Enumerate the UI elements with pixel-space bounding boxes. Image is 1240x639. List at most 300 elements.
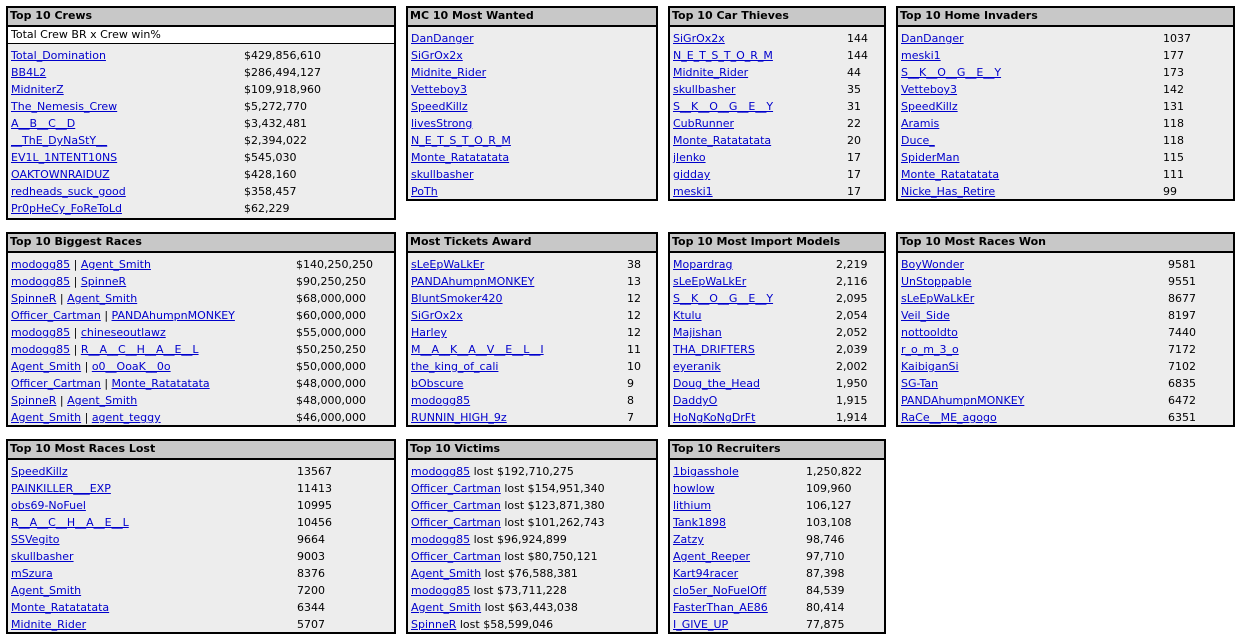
opponent-link[interactable]: agent_teggy bbox=[91, 411, 161, 424]
player-link[interactable]: Agent_Smith bbox=[11, 584, 82, 597]
player-link[interactable]: SpeedKillz bbox=[901, 100, 958, 113]
victim-link[interactable]: modogg85 bbox=[411, 465, 471, 478]
player-link[interactable]: Monte_Ratatatata bbox=[411, 151, 510, 164]
stat-value: 13567 bbox=[297, 465, 332, 478]
player-link[interactable]: SpeedKillz bbox=[411, 100, 468, 113]
car-thieves-panel bbox=[668, 6, 886, 201]
player-link[interactable]: Monte_Ratatatata bbox=[901, 168, 1000, 181]
victim-link[interactable]: Officer_Cartman bbox=[411, 482, 501, 495]
list-item bbox=[8, 582, 394, 599]
stat-value: 6344 bbox=[297, 601, 325, 614]
player-link[interactable]: Nicke_Has_Retire bbox=[901, 185, 996, 198]
stat-value: 11 bbox=[627, 343, 641, 356]
player-link[interactable]: skullbasher bbox=[11, 550, 74, 563]
victim-entry bbox=[411, 599, 578, 616]
list-item bbox=[408, 115, 656, 132]
list-item bbox=[408, 514, 656, 531]
list-item bbox=[670, 98, 884, 115]
racer-link[interactable]: Officer_Cartman bbox=[11, 309, 101, 322]
racer-link[interactable]: SpinneR bbox=[11, 292, 57, 305]
player-link[interactable]: Agent_Reeper bbox=[673, 550, 751, 563]
stat-value: 2,219 bbox=[836, 258, 868, 271]
player-link[interactable]: __ThE_DyNaStY__ bbox=[11, 134, 108, 147]
stat-value: 17 bbox=[847, 168, 861, 181]
loss-amount: lost $96,924,899 bbox=[470, 533, 567, 546]
stat-value: 13 bbox=[627, 275, 641, 288]
list-item bbox=[8, 514, 394, 531]
stat-value: 115 bbox=[1163, 151, 1184, 164]
victim-link[interactable]: Officer_Cartman bbox=[411, 516, 501, 529]
player-link[interactable]: Doug_the_Head bbox=[673, 377, 760, 390]
stat-value: 2,052 bbox=[836, 326, 868, 339]
player-link[interactable]: MidniterZ bbox=[11, 83, 64, 96]
racer-link[interactable]: modogg85 bbox=[11, 343, 71, 356]
list-item bbox=[898, 115, 1233, 132]
player-link[interactable]: Midnite_Rider bbox=[11, 618, 87, 631]
stat-value: 22 bbox=[847, 117, 861, 130]
player-link[interactable]: BoyWonder bbox=[901, 258, 964, 271]
player-link[interactable]: SSVegito bbox=[11, 533, 60, 546]
stat-value: 144 bbox=[847, 32, 868, 45]
list-item bbox=[8, 47, 394, 64]
separator: | bbox=[70, 258, 81, 271]
list-item bbox=[670, 64, 884, 81]
list-item bbox=[8, 392, 394, 409]
victims-panel bbox=[406, 439, 658, 634]
player-link[interactable]: HoNgKoNgDrFt bbox=[673, 411, 756, 424]
player-link[interactable]: Kart94racer bbox=[673, 567, 739, 580]
player-link[interactable]: Veil_Side bbox=[901, 309, 950, 322]
stat-value: 17 bbox=[847, 185, 861, 198]
list-item bbox=[670, 463, 884, 480]
stat-value: 1,250,822 bbox=[806, 465, 862, 478]
list-item bbox=[408, 480, 656, 497]
race-participants bbox=[11, 409, 161, 426]
list-item bbox=[898, 273, 1233, 290]
list-item bbox=[898, 375, 1233, 392]
races-lost-list bbox=[8, 460, 394, 633]
player-link[interactable]: Tank1898 bbox=[673, 516, 726, 529]
list-item bbox=[8, 480, 394, 497]
imports-list bbox=[670, 253, 884, 426]
racer-link[interactable]: modogg85 bbox=[11, 258, 71, 271]
panel-title: MC 10 Most Wanted bbox=[408, 8, 656, 27]
victim-entry bbox=[411, 514, 605, 531]
separator: | bbox=[100, 377, 112, 390]
stat-value: 2,095 bbox=[836, 292, 868, 305]
player-link[interactable]: DanDanger bbox=[901, 32, 964, 45]
list-item bbox=[8, 341, 394, 358]
player-link[interactable]: CubRunner bbox=[673, 117, 734, 130]
opponent-link[interactable]: Agent_Smith bbox=[80, 258, 151, 271]
list-item bbox=[670, 132, 884, 149]
list-item bbox=[8, 375, 394, 392]
player-link[interactable]: Pr0pHeCy_FoReToLd bbox=[11, 202, 122, 215]
opponent-link[interactable]: SpinneR bbox=[80, 275, 127, 288]
player-link[interactable]: KaibiganSi bbox=[901, 360, 959, 373]
separator: | bbox=[70, 343, 81, 356]
stat-value: 11413 bbox=[297, 482, 332, 495]
list-item bbox=[8, 548, 394, 565]
list-item bbox=[8, 132, 394, 149]
list-item bbox=[670, 375, 884, 392]
player-link[interactable]: SpiderMan bbox=[901, 151, 960, 164]
player-link[interactable]: I_GIVE_UP bbox=[673, 618, 729, 631]
racer-link[interactable]: Officer_Cartman bbox=[11, 377, 101, 390]
panel-title: Top 10 Home Invaders bbox=[898, 8, 1233, 27]
player-link[interactable]: EV1L_1NTENT10NS bbox=[11, 151, 118, 164]
player-link[interactable]: sLeEpWaLkEr bbox=[673, 275, 747, 288]
stat-value: 6472 bbox=[1168, 394, 1196, 407]
player-link[interactable]: BB4L2 bbox=[11, 66, 47, 79]
player-link[interactable]: Aramis bbox=[901, 117, 940, 130]
player-link[interactable]: Mopardrag bbox=[673, 258, 733, 271]
list-item bbox=[408, 307, 656, 324]
list-item bbox=[898, 290, 1233, 307]
wanted-list bbox=[408, 27, 656, 200]
stat-value: $358,457 bbox=[244, 185, 297, 198]
player-link[interactable]: Monte_Ratatatata bbox=[11, 601, 110, 614]
race-amount: $140,250,250 bbox=[296, 258, 373, 271]
list-item bbox=[408, 81, 656, 98]
racer-link[interactable]: Agent_Smith bbox=[11, 411, 82, 424]
stat-value: 38 bbox=[627, 258, 641, 271]
recruiters-list bbox=[670, 460, 884, 633]
racer-link[interactable]: modogg85 bbox=[11, 275, 71, 288]
stat-value: $286,494,127 bbox=[244, 66, 321, 79]
player-link[interactable]: SiGrOx2x bbox=[411, 49, 463, 62]
loss-amount: lost $80,750,121 bbox=[500, 550, 598, 563]
list-item bbox=[408, 149, 656, 166]
player-link[interactable]: RaCe__ME_agogo bbox=[901, 411, 997, 424]
victim-link[interactable]: Officer_Cartman bbox=[411, 550, 501, 563]
race-amount: $68,000,000 bbox=[296, 292, 366, 305]
player-link[interactable]: PANDAhumpnMONKEY bbox=[411, 275, 535, 288]
list-item bbox=[408, 582, 656, 599]
player-link[interactable]: Vetteboy3 bbox=[901, 83, 958, 96]
separator: | bbox=[70, 326, 81, 339]
list-item bbox=[670, 81, 884, 98]
list-item bbox=[670, 290, 884, 307]
stat-value: 144 bbox=[847, 49, 868, 62]
list-item bbox=[898, 47, 1233, 64]
stat-value: 142 bbox=[1163, 83, 1184, 96]
stat-value: 8 bbox=[627, 394, 634, 407]
victim-entry bbox=[411, 616, 553, 633]
stat-value: 9581 bbox=[1168, 258, 1196, 271]
stat-value: 2,116 bbox=[836, 275, 868, 288]
list-item bbox=[8, 599, 394, 616]
opponent-link[interactable]: PANDAhumpnMONKEY bbox=[111, 309, 235, 322]
list-item bbox=[670, 409, 884, 426]
player-link[interactable]: Midnite_Rider bbox=[411, 66, 487, 79]
stat-value: 98,746 bbox=[806, 533, 845, 546]
list-item bbox=[898, 64, 1233, 81]
race-participants bbox=[11, 290, 137, 307]
list-item bbox=[8, 64, 394, 81]
stat-value: $545,030 bbox=[244, 151, 297, 164]
loss-amount: lost $123,871,380 bbox=[500, 499, 605, 512]
list-item bbox=[408, 183, 656, 200]
separator: | bbox=[56, 394, 68, 407]
player-link[interactable]: M__A__K__A__V__E__L__I bbox=[411, 343, 544, 356]
player-link[interactable]: PoTh bbox=[411, 185, 438, 198]
list-item bbox=[670, 47, 884, 64]
list-item bbox=[898, 358, 1233, 375]
races-won-list bbox=[898, 253, 1233, 426]
stat-value: 2,054 bbox=[836, 309, 868, 322]
racer-link[interactable]: modogg85 bbox=[11, 326, 71, 339]
player-link[interactable]: Ktulu bbox=[673, 309, 702, 322]
race-participants bbox=[11, 273, 126, 290]
list-item bbox=[670, 183, 884, 200]
victim-entry bbox=[411, 548, 598, 565]
player-link[interactable]: SiGrOx2x bbox=[673, 32, 725, 45]
stat-value: 1,950 bbox=[836, 377, 868, 390]
separator: | bbox=[70, 275, 81, 288]
stat-value: 9664 bbox=[297, 533, 325, 546]
player-link[interactable]: DanDanger bbox=[411, 32, 474, 45]
player-link[interactable]: OAKTOWNRAIDUZ bbox=[11, 168, 110, 181]
player-link[interactable]: The_Nemesis_Crew bbox=[11, 100, 118, 113]
victim-link[interactable]: Officer_Cartman bbox=[411, 499, 501, 512]
race-amount: $48,000,000 bbox=[296, 394, 366, 407]
opponent-link[interactable]: R__A__C__H__A__E__L bbox=[80, 343, 199, 356]
list-item bbox=[898, 149, 1233, 166]
race-amount: $48,000,000 bbox=[296, 377, 366, 390]
player-link[interactable]: mSzura bbox=[11, 567, 53, 580]
player-link[interactable]: jlenko bbox=[673, 151, 706, 164]
list-item bbox=[408, 47, 656, 64]
player-link[interactable]: skullbasher bbox=[673, 83, 736, 96]
crew-list bbox=[8, 44, 394, 217]
player-link[interactable]: nottooldto bbox=[901, 326, 958, 339]
stat-value: 9 bbox=[627, 377, 634, 390]
racer-link[interactable]: Agent_Smith bbox=[11, 360, 82, 373]
victim-link[interactable]: SpinneR bbox=[411, 618, 457, 631]
race-participants bbox=[11, 307, 235, 324]
stat-value: 7200 bbox=[297, 584, 325, 597]
player-link[interactable]: PANDAhumpnMONKEY bbox=[901, 394, 1025, 407]
stat-value: 10456 bbox=[297, 516, 332, 529]
list-item bbox=[898, 392, 1233, 409]
player-link[interactable]: sLeEpWaLkEr bbox=[901, 292, 975, 305]
player-link[interactable]: 1bigasshole bbox=[673, 465, 739, 478]
stat-value: 6835 bbox=[1168, 377, 1196, 390]
list-item bbox=[8, 200, 394, 217]
player-link[interactable]: SpeedKillz bbox=[11, 465, 68, 478]
player-link[interactable]: UnStoppable bbox=[901, 275, 972, 288]
racer-link[interactable]: SpinneR bbox=[11, 394, 57, 407]
separator: | bbox=[81, 360, 92, 373]
list-item bbox=[670, 514, 884, 531]
stat-value: 87,398 bbox=[806, 567, 845, 580]
player-link[interactable]: r_o_m_3_o bbox=[901, 343, 959, 356]
player-link[interactable]: Zatzy bbox=[673, 533, 704, 546]
stat-value: 2,039 bbox=[836, 343, 868, 356]
thieves-list bbox=[670, 27, 884, 200]
stat-value: 9003 bbox=[297, 550, 325, 563]
race-participants bbox=[11, 375, 210, 392]
stat-value: 12 bbox=[627, 309, 641, 322]
stat-value: 99 bbox=[1163, 185, 1177, 198]
victim-link[interactable]: Agent_Smith bbox=[411, 601, 482, 614]
list-item bbox=[8, 616, 394, 633]
list-item bbox=[408, 30, 656, 47]
player-link[interactable]: gidday bbox=[673, 168, 711, 181]
list-item bbox=[8, 149, 394, 166]
list-item bbox=[8, 115, 394, 132]
player-link[interactable]: howlow bbox=[673, 482, 715, 495]
race-participants bbox=[11, 256, 151, 273]
list-item bbox=[408, 256, 656, 273]
list-item bbox=[408, 341, 656, 358]
list-item bbox=[408, 273, 656, 290]
stat-value: 118 bbox=[1163, 117, 1184, 130]
victim-link[interactable]: modogg85 bbox=[411, 584, 471, 597]
player-link[interactable]: S__K__O__G__E__Y bbox=[673, 292, 774, 305]
recruiters-panel bbox=[668, 439, 886, 634]
player-link[interactable]: modogg85 bbox=[411, 394, 471, 407]
list-item bbox=[898, 81, 1233, 98]
list-item bbox=[408, 548, 656, 565]
stat-value: $62,229 bbox=[244, 202, 290, 215]
player-link[interactable]: Duce_ bbox=[901, 134, 935, 147]
list-item bbox=[408, 463, 656, 480]
opponent-link[interactable]: o0__OoaK__0o bbox=[91, 360, 171, 373]
player-link[interactable]: Monte_Ratatatata bbox=[673, 134, 772, 147]
stat-value: 77,875 bbox=[806, 618, 845, 631]
stat-value: 8376 bbox=[297, 567, 325, 580]
player-link[interactable]: S__K__O__G__E__Y bbox=[901, 66, 1002, 79]
list-item bbox=[8, 81, 394, 98]
stat-value: 17 bbox=[847, 151, 861, 164]
list-item bbox=[670, 341, 884, 358]
player-link[interactable]: R__A__C__H__A__E__L bbox=[11, 516, 129, 529]
player-link[interactable]: PAINKILLER___EXP bbox=[11, 482, 111, 495]
list-item bbox=[408, 375, 656, 392]
list-item bbox=[898, 307, 1233, 324]
player-link[interactable]: Midnite_Rider bbox=[673, 66, 749, 79]
player-link[interactable]: N_E_T_S_T_O_R_M bbox=[411, 134, 511, 147]
loss-amount: lost $192,710,275 bbox=[470, 465, 574, 478]
player-link[interactable]: obs69-NoFuel bbox=[11, 499, 86, 512]
panel-title: Top 10 Victims bbox=[408, 441, 656, 460]
stat-value: 173 bbox=[1163, 66, 1184, 79]
panel-title: Most Tickets Award bbox=[408, 234, 656, 253]
race-amount: $90,250,250 bbox=[296, 275, 366, 288]
list-item bbox=[408, 616, 656, 633]
list-item bbox=[408, 290, 656, 307]
player-link[interactable]: sLeEpWaLkEr bbox=[411, 258, 485, 271]
opponent-link[interactable]: Agent_Smith bbox=[67, 292, 138, 305]
player-link[interactable]: THA_DRIFTERS bbox=[673, 343, 755, 356]
stat-value: 1,914 bbox=[836, 411, 868, 424]
player-link[interactable]: A__B__C__D bbox=[11, 117, 76, 130]
victim-link[interactable]: modogg85 bbox=[411, 533, 471, 546]
stat-value: 9551 bbox=[1168, 275, 1196, 288]
stat-value: 5707 bbox=[297, 618, 325, 631]
list-item bbox=[670, 256, 884, 273]
list-item bbox=[670, 358, 884, 375]
list-item bbox=[670, 115, 884, 132]
player-link[interactable]: N_E_T_S_T_O_R_M bbox=[673, 49, 773, 62]
opponent-link[interactable]: Monte_Ratatatata bbox=[111, 377, 210, 390]
list-item bbox=[670, 392, 884, 409]
player-link[interactable]: DaddyO bbox=[673, 394, 718, 407]
list-item bbox=[670, 273, 884, 290]
player-link[interactable]: RUNNIN_HIGH_9z bbox=[411, 411, 507, 424]
stat-value: 97,710 bbox=[806, 550, 845, 563]
list-item bbox=[8, 409, 394, 426]
player-link[interactable]: SG-Tan bbox=[901, 377, 939, 390]
opponent-link[interactable]: Agent_Smith bbox=[67, 394, 138, 407]
player-link[interactable]: eyeranik bbox=[673, 360, 721, 373]
victim-entry bbox=[411, 480, 605, 497]
stat-value: $5,272,770 bbox=[244, 100, 307, 113]
tickets-list bbox=[408, 253, 656, 426]
loss-amount: lost $63,443,038 bbox=[481, 601, 578, 614]
stat-value: 35 bbox=[847, 83, 861, 96]
player-link[interactable]: Vetteboy3 bbox=[411, 83, 468, 96]
list-item bbox=[408, 358, 656, 375]
invaders-list bbox=[898, 27, 1233, 200]
player-link[interactable]: lithium bbox=[673, 499, 712, 512]
player-link[interactable]: livesStrong bbox=[411, 117, 473, 130]
loss-amount: lost $154,951,340 bbox=[500, 482, 605, 495]
player-link[interactable]: FasterThan_AE86 bbox=[673, 601, 768, 614]
stat-value: $2,394,022 bbox=[244, 134, 307, 147]
biggest-races-list bbox=[8, 253, 394, 426]
player-link[interactable]: BluntSmoker420 bbox=[411, 292, 503, 305]
panel-title: Top 10 Crews bbox=[8, 8, 394, 27]
loss-amount: lost $101,262,743 bbox=[500, 516, 605, 529]
player-link[interactable]: meski1 bbox=[901, 49, 941, 62]
tickets-panel bbox=[406, 232, 658, 427]
player-link[interactable]: the_king_of_cali bbox=[411, 360, 499, 373]
stat-value: $429,856,610 bbox=[244, 49, 321, 62]
stat-value: $109,918,960 bbox=[244, 83, 321, 96]
top-crews-panel bbox=[6, 6, 396, 220]
stat-value: 111 bbox=[1163, 168, 1184, 181]
player-link[interactable]: Majishan bbox=[673, 326, 722, 339]
player-link[interactable]: SiGrOx2x bbox=[411, 309, 463, 322]
victim-link[interactable]: Agent_Smith bbox=[411, 567, 482, 580]
player-link[interactable]: Total_Domination bbox=[11, 49, 106, 62]
loss-amount: lost $58,599,046 bbox=[456, 618, 554, 631]
stat-value: 106,127 bbox=[806, 499, 852, 512]
stat-value: 10995 bbox=[297, 499, 332, 512]
list-item bbox=[408, 132, 656, 149]
list-item bbox=[8, 324, 394, 341]
player-link[interactable]: meski1 bbox=[673, 185, 713, 198]
stat-value: 118 bbox=[1163, 134, 1184, 147]
player-link[interactable]: clo5er_NoFuelOff bbox=[673, 584, 767, 597]
player-link[interactable]: redheads_suck_good bbox=[11, 185, 126, 198]
list-item bbox=[8, 531, 394, 548]
opponent-link[interactable]: chineseoutlawz bbox=[80, 326, 166, 339]
list-item bbox=[670, 548, 884, 565]
list-item bbox=[898, 256, 1233, 273]
race-participants bbox=[11, 324, 166, 341]
list-item bbox=[408, 324, 656, 341]
player-link[interactable]: skullbasher bbox=[411, 168, 474, 181]
player-link[interactable]: bObscure bbox=[411, 377, 464, 390]
player-link[interactable]: S__K__O__G__E__Y bbox=[673, 100, 774, 113]
list-item bbox=[8, 166, 394, 183]
player-link[interactable]: Harley bbox=[411, 326, 447, 339]
stat-value: 12 bbox=[627, 326, 641, 339]
